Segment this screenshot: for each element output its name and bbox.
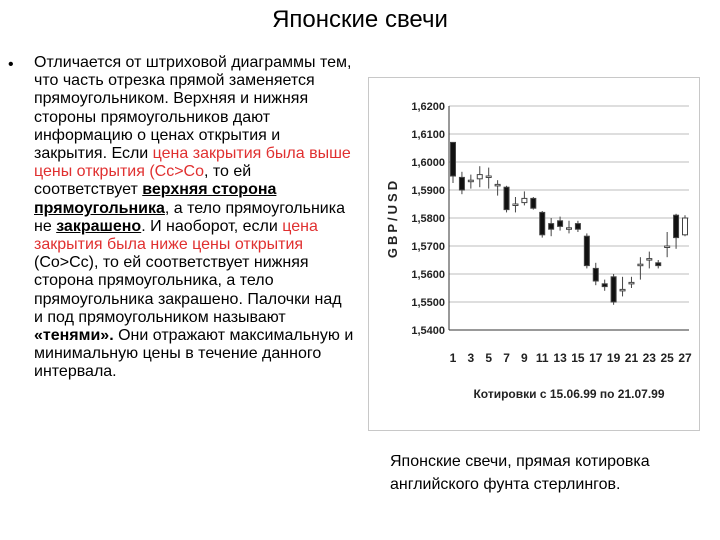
x-tick-label: 19 [606,351,621,365]
text-segment: , то ей соответствует [34,163,252,199]
highlight-red-close-above-open: цена закрытия была выше цены открытия (Сс>Со [34,145,351,181]
chart-canvas [369,78,699,430]
candle-body [638,264,643,266]
candle-body [584,236,589,265]
candle-body [558,221,563,227]
x-tick-label: 1 [449,351,457,365]
candle-body [549,224,554,230]
candle-body [620,289,625,291]
candle-body [593,268,598,281]
text-segment: , а тело прямоугольника не [34,199,345,235]
candle-body [602,284,607,287]
candlestick-chart [368,77,700,431]
y-tick-label: 1,6200 [411,101,445,113]
term-shadows: «тенями». [34,327,114,345]
x-tick-label: 9 [521,351,528,365]
candle-body [531,198,536,208]
text-segment: Они отражают максимальную и минимальную цены в течение данного интервала. [34,327,354,381]
y-tick-label: 1,5800 [411,213,445,225]
term-not-filled: закрашено [56,217,142,235]
slide-title: Японские свечи [272,6,448,33]
chart-caption: Японские свечи, прямая котировка английского фунта стерлингов. [390,453,650,493]
y-tick-label: 1,5900 [411,185,445,197]
text-segment: . И наоборот, если [141,217,283,235]
y-tick-label: 1,5700 [411,241,445,253]
x-tick-label: 5 [485,351,493,365]
y-axis-label: GBP/USD [385,177,400,259]
x-tick-label: 25 [660,351,674,365]
x-tick-label: 27 [678,351,692,365]
y-tick-label: 1,5400 [411,325,445,337]
candle-body [459,177,464,190]
candle-body [683,218,688,235]
candle-body [540,212,545,234]
x-axis-label: Котировки с 15.06.99 по 21.07.99 [473,387,665,401]
candle-body [468,180,473,182]
y-tick-label: 1,6100 [411,129,445,141]
candle-body [522,198,527,202]
candle-body [486,176,491,178]
y-tick-label: 1,5500 [411,297,445,309]
y-tick-label: 1,6000 [411,157,445,169]
x-tick-label: 15 [571,351,585,365]
candle-body [674,215,679,237]
x-tick-label: 13 [553,351,567,365]
y-tick-label: 1,5600 [411,269,445,281]
x-tick-label: 17 [589,351,603,365]
candle-body [629,282,634,284]
candle-body [513,204,518,206]
candle-body [477,175,482,179]
candle-body [665,246,670,248]
term-upper-side: верхняя сторона прямоугольника [34,181,277,217]
candle-body [451,142,456,176]
text-segment: Отличается от штриховой диаграммы тем, что часть отрезка прямой заменяется прямоугольником. Верхняя и нижняя стороны прямоугольников дают информацию о ценах открытия и закрытия. Если [34,54,352,163]
x-tick-label: 3 [467,351,475,365]
text-segment: (Со>Сс), то ей соответствует нижняя сторона прямоугольника, а тело прямоугольника закрашено. Палочки над и под прямоугольником называют [34,254,342,326]
candle-body [647,259,652,261]
highlight-red-close-below-open: цена закрытия была ниже цены открытия [34,217,318,254]
x-tick-label: 21 [624,351,639,365]
x-tick-label: 7 [503,351,510,365]
x-tick-label: 11 [535,351,549,365]
candle-body [495,184,500,186]
body-paragraph [34,54,354,382]
bullet-marker: • [8,56,14,73]
x-tick-label: 23 [642,351,656,365]
candle-body [656,263,661,266]
candle-body [611,277,616,302]
candle-body [504,187,509,209]
candle-body [567,228,572,230]
candle-body [575,224,580,230]
